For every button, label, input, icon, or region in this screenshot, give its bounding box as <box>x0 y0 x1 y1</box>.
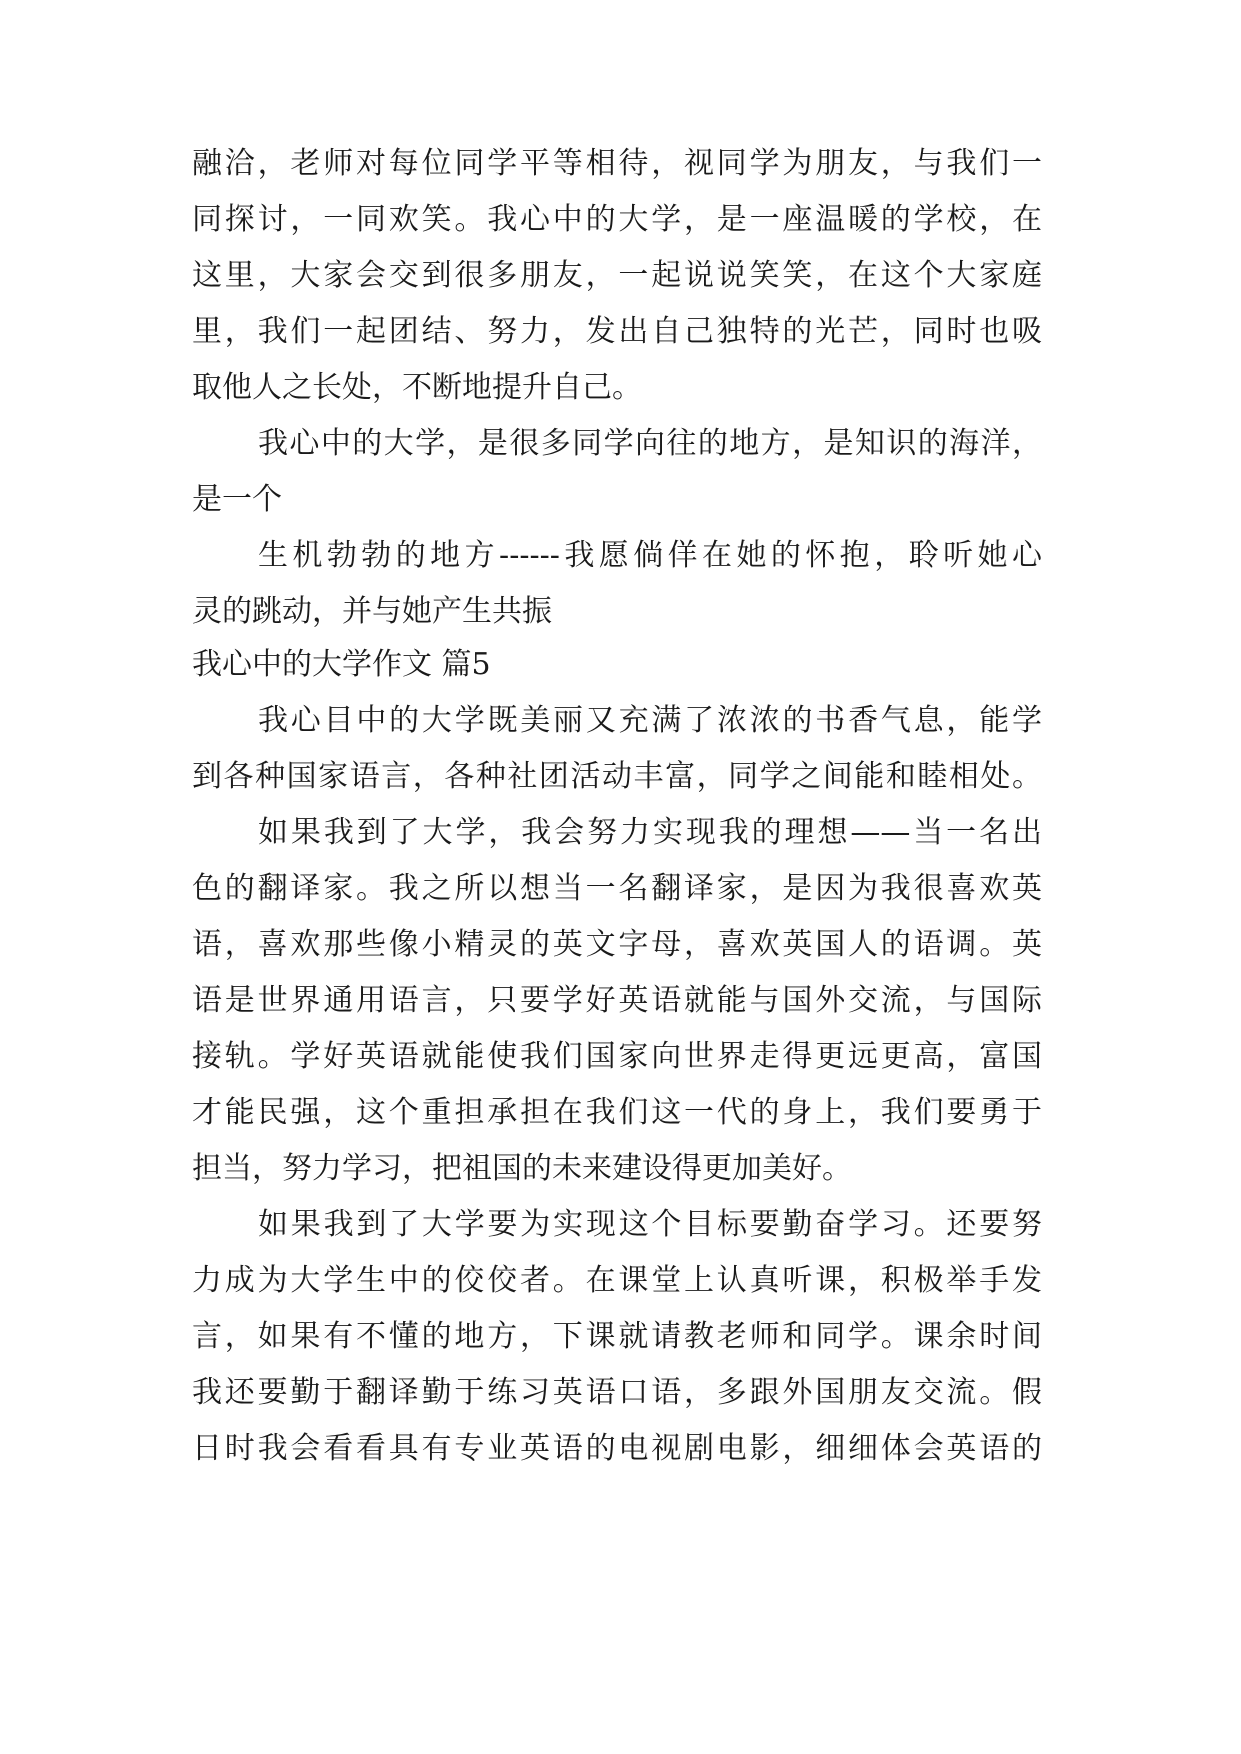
text-line: 色的翻译家。我之所以想当一名翻译家，是因为我很喜欢英 <box>192 871 1042 906</box>
text-line: 语，喜欢那些像小精灵的英文字母，喜欢英国人的语调。英 <box>192 927 1042 962</box>
text-line: 融洽，老师对每位同学平等相待，视同学为朋友，与我们一 <box>192 146 1042 181</box>
text-line: 如果我到了大学要为实现这个目标要勤奋学习。还要努 <box>258 1207 1042 1242</box>
text-line: 我心中的大学，是很多同学向往的地方，是知识的海洋， <box>258 426 1042 461</box>
text-line: 才能民强，这个重担承担在我们这一代的身上，我们要勇于 <box>192 1095 1042 1130</box>
section-heading: 我心中的大学作文 篇5 <box>192 647 491 682</box>
text-line: 到各种国家语言，各种社团活动丰富，同学之间能和睦相处。 <box>192 759 1042 794</box>
text-line: 生机勃勃的地方------我愿倘佯在她的怀抱，聆听她心 <box>258 538 1042 573</box>
text-line: 这里，大家会交到很多朋友，一起说说笑笑，在这个大家庭 <box>192 258 1042 293</box>
text-line: 灵的跳动，并与她产生共振 <box>192 594 552 629</box>
text-line: 言，如果有不懂的地方，下课就请教老师和同学。课余时间 <box>192 1319 1042 1354</box>
text-line: 取他人之长处，不断地提升自己。 <box>192 370 642 405</box>
text-line: 我心目中的大学既美丽又充满了浓浓的书香气息，能学 <box>258 703 1042 738</box>
text-line: 同探讨，一同欢笑。我心中的大学，是一座温暖的学校，在 <box>192 202 1042 237</box>
text-line: 是一个 <box>192 482 282 517</box>
text-line: 力成为大学生中的佼佼者。在课堂上认真听课，积极举手发 <box>192 1263 1042 1298</box>
text-line: 担当，努力学习，把祖国的未来建设得更加美好。 <box>192 1151 852 1186</box>
text-line: 如果我到了大学，我会努力实现我的理想——当一名出 <box>258 815 1042 850</box>
text-line: 里，我们一起团结、努力，发出自己独特的光芒，同时也吸 <box>192 314 1042 349</box>
text-line: 接轨。学好英语就能使我们国家向世界走得更远更高，富国 <box>192 1039 1042 1074</box>
text-line: 我还要勤于翻译勤于练习英语口语，多跟外国朋友交流。假 <box>192 1375 1042 1410</box>
text-line: 日时我会看看具有专业英语的电视剧电影，细细体会英语的 <box>192 1431 1042 1466</box>
text-line: 语是世界通用语言，只要学好英语就能与国外交流，与国际 <box>192 983 1042 1018</box>
